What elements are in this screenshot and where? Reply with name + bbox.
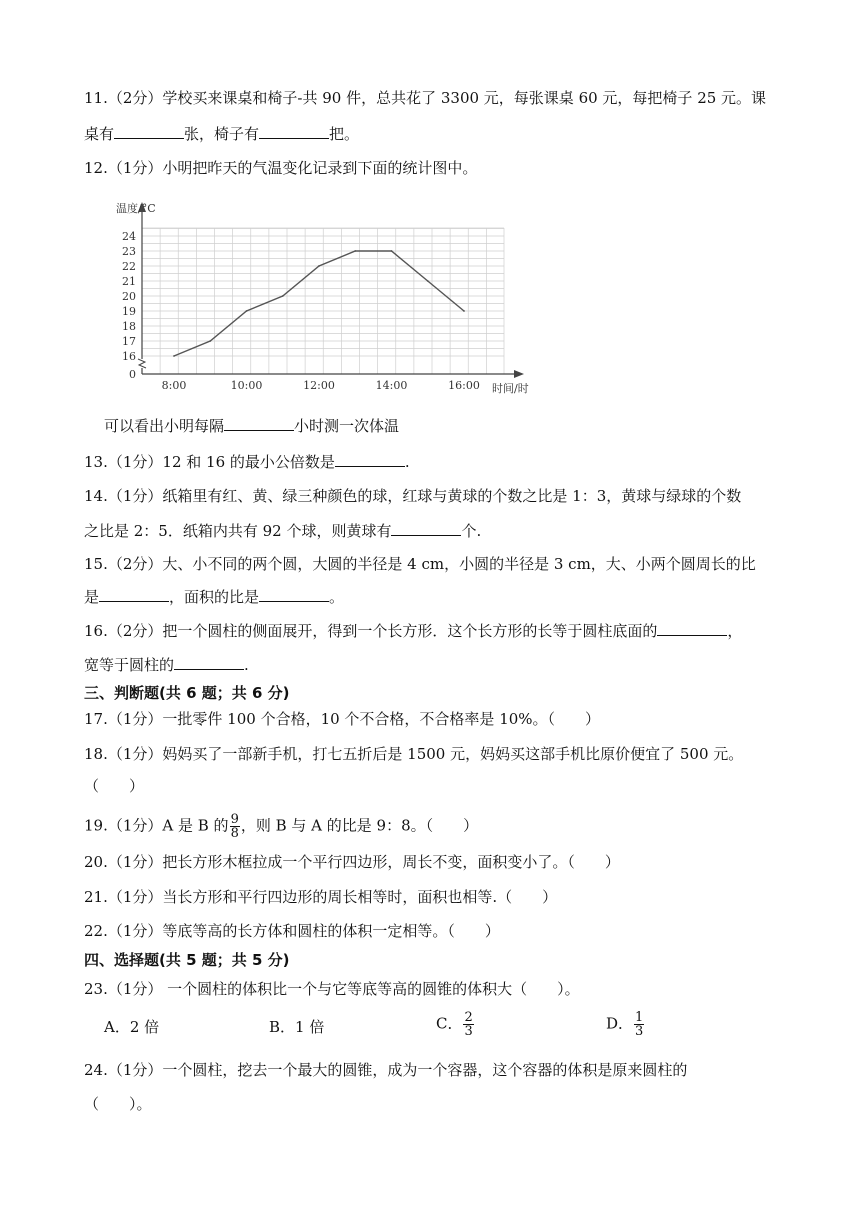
- q21-line: 21.（1分）当长方形和平行四边形的周长相等时，面积也相等.（ ）: [84, 888, 558, 906]
- q11-text-c: 把。: [329, 125, 360, 143]
- q16-text-d: .: [244, 656, 249, 674]
- x-tick-label: 10:00: [230, 379, 263, 392]
- q12-after-line: [104, 416, 399, 436]
- q23-option-c-fraction: [463, 1011, 473, 1038]
- x-tick-label: 12:00: [303, 379, 335, 392]
- q12-after-b: 小时测一次体温: [294, 417, 400, 435]
- q13-line: [84, 452, 410, 472]
- q17-line: 17.（1分）一批零件 100 个合格，10 个不合格，不合格率是 10%。（ ）: [84, 710, 601, 728]
- q23-c-num: 2: [464, 1010, 473, 1025]
- y-tick-label: 24: [122, 230, 136, 243]
- q15-perimeter-blank: [99, 587, 169, 602]
- q18-line2: （ ）: [84, 777, 145, 795]
- q14-text-b: 个.: [461, 522, 482, 540]
- q11-line1: 11.（2分）学校买来课桌和椅子-共 90 件，总共花了 3300 元，每张课桌 60 元，每把椅子 25 元。课: [84, 89, 767, 107]
- temperature-data-point: [391, 250, 393, 252]
- temperature-data-point: [209, 340, 211, 342]
- y-tick-label: 21: [122, 275, 136, 288]
- temperature-data-point: [427, 280, 429, 282]
- q15-text-b: ，面积的比是: [169, 588, 260, 606]
- y-tick-label: 18: [122, 320, 136, 333]
- q16-text-b: ，: [727, 622, 743, 640]
- x-tick-label: 8:00: [161, 379, 187, 392]
- q23-option-d-label: D．: [606, 1014, 634, 1033]
- q23-d-num: 1: [635, 1010, 644, 1025]
- y-tick-label: 0: [129, 368, 136, 381]
- q14-yellow-blank: [391, 521, 461, 536]
- q11-line2: [84, 124, 359, 144]
- q12-line1: 12.（1分）小明把昨天的气温变化记录到下面的统计图中。: [84, 159, 478, 177]
- q12-after-a: 可以看出小明每隔: [104, 417, 225, 435]
- x-axis-arrow: [514, 370, 524, 378]
- q23-stem: 23.（1分） 一个圆柱的体积比一个与它等底等高的圆锥的体积大（ ）。: [84, 980, 580, 998]
- section-4-heading: 四、选择题(共 5 题；共 5 分): [84, 951, 290, 969]
- q19-frac-den: 8: [230, 826, 239, 841]
- y-axis-label: 温度/°C: [116, 202, 156, 215]
- temperature-data-point: [282, 295, 284, 297]
- q15-line2: [84, 587, 344, 607]
- y-tick-label: 22: [122, 260, 136, 273]
- q18-line1: 18.（1分）妈妈买了一部新手机，打七五折后是 1500 元，妈妈买这部手机比原价便宜了 500 元。: [84, 745, 744, 763]
- q13-text-b: .: [404, 453, 410, 471]
- temperature-line-chart: [112, 198, 542, 398]
- q13-text-a: 13.（1分）12 和 16 的最小公倍数是: [84, 453, 335, 471]
- temperature-data-point: [354, 250, 356, 252]
- q16-text-a: 16.（2分）把一个圆柱的侧面展开，得到一个长方形．这个长方形的长等于圆柱底面的: [84, 622, 658, 640]
- q19-frac-num: 9: [230, 812, 239, 827]
- q19-fraction: [230, 813, 240, 840]
- q16-text-c: 宽等于圆柱的: [84, 656, 175, 674]
- x-tick-label: 16:00: [448, 379, 480, 392]
- x-axis-label: 时间/时: [492, 382, 529, 395]
- q15-area-blank: [259, 587, 329, 602]
- y-tick-label: 20: [122, 290, 136, 303]
- q11-desk-blank: [114, 124, 184, 139]
- q15-text-c: 。: [329, 588, 345, 606]
- q16-width-blank: [174, 655, 244, 670]
- y-tick-label: 23: [122, 245, 136, 258]
- y-tick-label: 16: [122, 350, 136, 363]
- temperature-data-point: [246, 310, 248, 312]
- q12-interval-blank: [224, 416, 294, 431]
- q24-line2: （ ）。: [84, 1095, 152, 1113]
- temperature-data-point: [173, 355, 175, 357]
- temperature-data-point: [318, 265, 320, 267]
- q23-option-d[interactable]: [606, 1011, 645, 1038]
- q22-line: 22.（1分）等底等高的长方体和圆柱的体积一定相等。（ ）: [84, 922, 500, 940]
- q23-option-a[interactable]: A．2 倍: [104, 1018, 160, 1036]
- q23-option-b[interactable]: B．1 倍: [269, 1018, 325, 1036]
- q23-option-c[interactable]: [436, 1011, 475, 1038]
- q16-length-blank: [657, 621, 727, 636]
- y-tick-label: 19: [122, 305, 136, 318]
- q19-text-b: ，则 B 与 A 的比是 9：8。（ ）: [240, 816, 479, 835]
- q23-c-den: 3: [464, 1024, 473, 1039]
- q16-line2: [84, 655, 249, 675]
- q23-option-d-fraction: [634, 1011, 644, 1038]
- q15-line1: 15.（2分）大、小不同的两个圆，大圆的半径是 4 cm，小圆的半径是 3 cm，大、小两个圆周长的比: [84, 555, 756, 573]
- q23-option-c-label: C．: [436, 1014, 463, 1033]
- x-tick-label: 14:00: [375, 379, 408, 392]
- y-tick-label: 17: [122, 335, 136, 348]
- q19-text-a: 19.（1分）A 是 B 的: [84, 816, 229, 835]
- q13-lcm-blank: [335, 452, 405, 467]
- q15-text-a: 是: [84, 588, 100, 606]
- q20-line: 20.（1分）把长方形木框拉成一个平行四边形，周长不变，面积变小了。（ ）: [84, 853, 620, 871]
- q23-d-den: 3: [635, 1024, 644, 1039]
- temperature-data-point: [463, 310, 465, 312]
- q19-line: [84, 813, 478, 840]
- q11-text-b: 张，椅子有: [184, 125, 260, 143]
- q16-line1: [84, 621, 742, 641]
- q11-text-a: 桌有: [84, 125, 115, 143]
- q14-line1: 14.（1分）纸箱里有红、黄、绿三种颜色的球，红球与黄球的个数之比是 1：3，黄球与绿球的个数: [84, 487, 742, 505]
- section-3-heading: 三、判断题(共 6 题；共 6 分): [84, 684, 290, 702]
- q14-line2: [84, 521, 481, 541]
- q14-text-a: 之比是 2：5．纸箱内共有 92 个球，则黄球有: [84, 522, 392, 540]
- chart-grid: [142, 228, 504, 374]
- q11-chair-blank: [259, 124, 329, 139]
- q24-line1: 24.（1分）一个圆柱，挖去一个最大的圆锥，成为一个容器，这个容器的体积是原来圆柱的: [84, 1061, 688, 1079]
